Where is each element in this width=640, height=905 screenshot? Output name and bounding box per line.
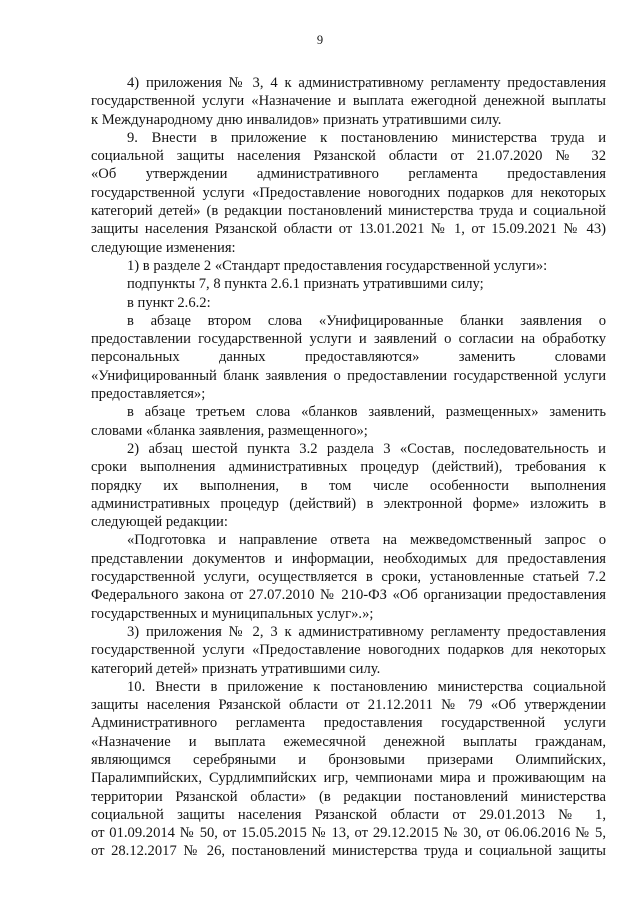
- text-line: словами «бланка заявления, размещенного»;: [91, 422, 368, 439]
- document-body: [91, 74, 606, 861]
- text-line: государственной услуги «Предоставление новогодних подарков для некоторых: [91, 184, 606, 201]
- text-line: следующей редакции:: [91, 514, 228, 531]
- text-line: государственной услуги «Предоставление новогодних подарков для некоторых: [91, 642, 606, 659]
- text-line: Федерального закона от 27.07.2010 № 210-ФЗ «Об организации предоставления: [91, 587, 606, 604]
- text-line: к Международному дню инвалидов» признать утратившими силу.: [91, 111, 502, 128]
- text-line: Административного регламента предоставления государственной услуги: [91, 715, 606, 732]
- text-line: «Назначение и выплата ежемесячной денежной выплаты гражданам,: [91, 733, 606, 750]
- text-line: сроки выполнения административных процедур (действий), требования к: [91, 459, 606, 476]
- text-line: защиты населения Рязанской области от 13.01.2021 № 1, от 15.09.2021 № 43): [91, 221, 606, 238]
- text-line: 10. Внести в приложение к постановлению министерства социальной: [127, 678, 606, 695]
- text-line: представлении документов и информации, необходимых для предоставления: [91, 550, 606, 567]
- text-line: 2) абзац шестой пункта 3.2 раздела 3 «Состав, последовательность и: [127, 440, 606, 457]
- text-line: 3) приложения № 2, 3 к административному регламенту предоставления: [127, 623, 606, 640]
- text-line: предоставлении государственной услуги и заявлений о согласии на обработку: [91, 331, 606, 348]
- text-line: социальной защиты населения Рязанской области от 21.07.2020 № 32: [91, 148, 606, 165]
- text-line: «Подготовка и направление ответа на межведомственный запрос о: [127, 532, 606, 549]
- text-line: в пункт 2.6.2:: [127, 294, 211, 311]
- text-line: государственной услуги «Назначение и выплата ежегодной денежной выплаты: [91, 93, 606, 110]
- text-line: следующие изменения:: [91, 239, 236, 256]
- text-line: предоставляется»;: [91, 386, 206, 403]
- text-line: 1) в разделе 2 «Стандарт предоставления государственной услуги»:: [127, 257, 548, 274]
- text-line: категорий детей» (в редакции постановлений министерства труда и социальной: [91, 203, 606, 220]
- text-line: социальной защиты населения Рязанской области от 29.01.2013 № 1,: [91, 806, 606, 823]
- text-line: 4) приложения № 3, 4 к административному регламенту предоставления: [127, 75, 606, 91]
- text-line: Паралимпийских, Сурдлимпийских игр, чемпионами мира и проживающим на: [91, 770, 606, 787]
- text-line: от 01.09.2014 № 50, от 15.05.2015 № 13, от 29.12.2015 № 30, от 06.06.2016 № 5,: [91, 825, 606, 842]
- text-line: являющимся серебряными и бронзовыми призерами Олимпийских,: [91, 751, 606, 768]
- text-line: 9. Внести в приложение к постановлению министерства труда и: [127, 129, 606, 146]
- page-number: 9: [316, 33, 324, 47]
- text-line: подпункты 7, 8 пункта 2.6.1 признать утратившими силу;: [127, 276, 484, 293]
- text-line: «Об утверждении административного регламента предоставления: [91, 166, 606, 183]
- text-line: в абзаце втором слова «Унифицированные бланки заявления о: [127, 312, 606, 329]
- text-line: в абзаце третьем слова «бланков заявлений, размещенных» заменить: [127, 404, 606, 421]
- text-line: территории Рязанской области» (в редакции постановлений министерства: [91, 788, 606, 805]
- text-line: от 28.12.2017 № 26, постановлений министерства труда и социальной защиты: [91, 843, 606, 860]
- text-line: персональных данных предоставляются» заменить словами: [91, 349, 606, 366]
- text-line: порядку их выполнения, в том числе особенности выполнения: [91, 477, 606, 494]
- text-line: административных процедур (действий) в электронной форме» изложить в: [91, 495, 606, 512]
- text-line: защиты населения Рязанской области от 21.12.2011 № 79 «Об утверждении: [91, 697, 606, 714]
- text-line: государственной услуги, осуществляется в сроки, установленные статьей 7.2: [91, 569, 606, 586]
- text-line: категорий детей» признать утратившими силу.: [91, 660, 381, 677]
- text-line: «Унифицированный бланк заявления о предоставлении государственной услуги: [91, 367, 606, 384]
- text-line: государственных и муниципальных услуг».»;: [91, 605, 374, 622]
